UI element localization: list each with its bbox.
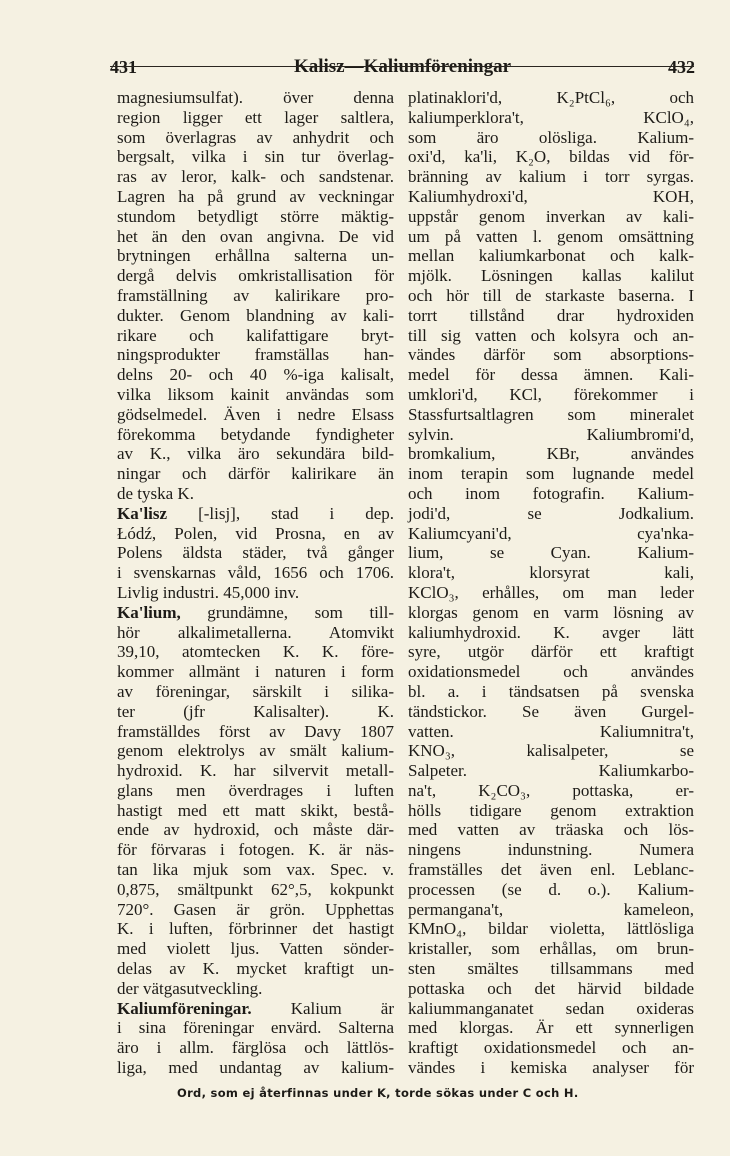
text-line: uppstår genom inverkan av kali-: [408, 206, 694, 226]
text-line: kraftigt oxidationsmedel och an-: [408, 1038, 694, 1058]
text-line: sten smältes tillsammans med: [408, 959, 694, 979]
footer-note: Ord, som ej återfinnas under K, torde sökas under C och H.: [177, 1086, 579, 1100]
right-column: [408, 88, 694, 1078]
text-line: Lagren ha på grund av veckningar: [117, 186, 394, 206]
text-line: tändstickor. Se även Gurgel-: [408, 701, 694, 721]
text-line: vilka liksom kainit användas som: [117, 384, 394, 404]
text-line: äro i allm. färglösa och lättlös-: [117, 1038, 394, 1058]
text-line: rikare och kalifattigare bryt-: [117, 325, 394, 345]
text-line: KNO₃, kalisalpeter, se: [408, 741, 694, 761]
text-line: för förvaras i fotogen. K. är näs-: [117, 840, 394, 860]
text-line: bränning av kalium i torr syrgas.: [408, 167, 694, 187]
text-line: Łódź, Polen, vid Prosna, en av: [117, 523, 394, 543]
text-line: Kaliumföreningar. Kalium är: [117, 998, 394, 1018]
text-line: delas av K. mycket kraftigt un-: [117, 959, 394, 979]
text-line: tan lika mjuk som vax. Spec. v.: [117, 860, 394, 880]
text-line: dergå delvis omkristallisation för: [117, 266, 394, 286]
text-line: och inom fotografin. Kalium-: [408, 483, 694, 503]
text-line: ter (jfr Kalisalter). K.: [117, 701, 394, 721]
text-line: KClO₃, erhålles, om man leder: [408, 582, 694, 602]
text-line: pottaska och det härvid bildade: [408, 978, 694, 998]
text-line: het än den ovan angivna. De vid: [117, 226, 394, 246]
text-line: jodi'd, se Jodkalium.: [408, 503, 694, 523]
left-page-number: 431: [110, 57, 137, 77]
text-line: torrt tillstånd drar hydroxiden: [408, 305, 694, 325]
text-line: genom elektrolys av smält kalium-: [117, 741, 394, 761]
text-line: som äro olösliga. Kalium-: [408, 127, 694, 147]
text-line: 720°. Gasen är grön. Upphettas: [117, 899, 394, 919]
text-line: region ligger ett lager saltlera,: [117, 107, 394, 127]
text-line: hydroxid. K. har silvervit metall-: [117, 761, 394, 781]
text-line: kristaller, som erhållas, om brun-: [408, 939, 694, 959]
text-line: mjölk. Lösningen kallas kalilut: [408, 266, 694, 286]
text-line: förekomma betydande fyndigheter: [117, 424, 394, 444]
text-line: Ka'lium, grundämne, som till-: [117, 602, 394, 622]
text-line: Livlig industri. 45,000 inv.: [117, 582, 300, 602]
text-line: bl. a. i tändsatsen på svenska: [408, 681, 694, 701]
text-line: gödselmedel. Även i nedre Elsass: [117, 404, 394, 424]
text-line: kommer allmänt i naturen i form: [117, 662, 394, 682]
text-line: KMnO₄, bildar violetta, lättlösliga: [408, 919, 694, 939]
text-line: oxi'd, ka'li, K₂O, bildas vid för-: [408, 147, 694, 167]
text-line: med klorgas. Är ett synnerligen: [408, 1018, 694, 1038]
text-line: delns 20- och 40 %-iga kalisalt,: [117, 365, 394, 385]
text-line: dukter. Genom blandning av kali-: [117, 305, 394, 325]
text-line: Salpeter. Kaliumkarbo-: [408, 761, 694, 781]
text-line: bergsalt, vilka i sin tur överlag-: [117, 147, 394, 167]
text-line: K. i luften, förbrinner det hastigt: [117, 919, 394, 939]
text-line: permanganа't, kameleon,: [408, 899, 694, 919]
text-line: klorgas genom en varm lösning av: [408, 602, 694, 622]
text-line: klora't, klorsyrat kali,: [408, 563, 694, 583]
text-line: ningsprodukter framställas han-: [117, 345, 394, 365]
text-line: lium, se Cyan. Kalium-: [408, 543, 694, 563]
text-line: sylvin. Kaliumbromi'd,: [408, 424, 694, 444]
text-line: kaliumperklora't, KClO₄,: [408, 107, 694, 127]
text-line: processen (se d. o.). Kalium-: [408, 879, 694, 899]
header-rule: [110, 66, 694, 67]
text-line: ningar och därför kalirikare än: [117, 464, 394, 484]
text-line: Ka'lisz [-lisj], stad i dep.: [117, 503, 394, 523]
text-line: 39,10, atomtecken K. K. före-: [117, 642, 394, 662]
text-line: inom terapin som lugnande medel: [408, 464, 694, 484]
text-line: ende av hydroxid, och måste där-: [117, 820, 394, 840]
text-line: som överlagras av anhydrit och: [117, 127, 394, 147]
text-line: platinaklori'd, K₂PtCl₆, och: [408, 88, 694, 107]
text-line: vändes i kemiska analyser för: [408, 1058, 694, 1078]
text-line: kaliumhydroxid. K. avger lätt: [408, 622, 694, 642]
text-line: vatten. Kaliumnitra't,: [408, 721, 694, 741]
text-line: med violett ljus. Vatten sönder-: [117, 939, 394, 959]
text-line: oxidationsmedel och användes: [408, 662, 694, 682]
text-line: um på vatten l. genom omsättning: [408, 226, 694, 246]
text-line: syre, utgör därför ett kraftigt: [408, 642, 694, 662]
right-page-number: 432: [668, 57, 695, 77]
text-line: de tyska K.: [117, 483, 194, 503]
text-line: bromkalium, KBr, användes: [408, 444, 694, 464]
text-line: hastigt med ett matt skikt, bestå-: [117, 800, 394, 820]
text-line: i svenskarnas våld, 1656 och 1706.: [117, 563, 394, 583]
text-line: liga, med undantag av kalium-: [117, 1058, 394, 1078]
text-line: med vatten av träaska och lös-: [408, 820, 694, 840]
text-line: der vätgasutveckling.: [117, 978, 263, 998]
text-line: och hör till de starkaste baserna. I: [408, 285, 694, 305]
text-line: vändes därför som absorptions-: [408, 345, 694, 365]
text-line: glans men överdrages i luften: [117, 780, 394, 800]
text-line: ras av leror, kalk- och sandstenar.: [117, 167, 394, 187]
text-line: stundom betydligt större mäktig-: [117, 206, 394, 226]
text-line: mellan kaliumkarbonat och kalk-: [408, 246, 694, 266]
text-line: Stassfurtsaltlagren som mineralet: [408, 404, 694, 424]
left-column: [117, 88, 394, 1078]
text-line: medel för dessa ämnen. Kali-: [408, 365, 694, 385]
text-line: brytningen erhållna salterna un-: [117, 246, 394, 266]
text-line: till sig vatten och kolsyra och an-: [408, 325, 694, 345]
text-line: hör alkalimetallerna. Atomvikt: [117, 622, 394, 642]
text-line: Polens äldsta städer, två gånger: [117, 543, 394, 563]
text-line: framställdes först av Davy 1807: [117, 721, 394, 741]
text-line: av K., vilka äro sekundära bild-: [117, 444, 394, 464]
text-line: umklori'd, KCl, förekommer i: [408, 384, 694, 404]
text-line: kaliummanganatet sedan oxideras: [408, 998, 694, 1018]
text-line: hölls tidigare genom extraktion: [408, 800, 694, 820]
text-line: framställning av kalirikare pro-: [117, 285, 394, 305]
text-line: Kaliumhydroxi'd, KOH,: [408, 186, 694, 206]
text-line: 0,875, smältpunkt 62°,5, kokpunkt: [117, 879, 394, 899]
text-line: Kaliumcyani'd, cya'nka-: [408, 523, 694, 543]
text-line: framställes det även enl. Leblanc-: [408, 860, 694, 880]
text-line: ningens indunstning. Numera: [408, 840, 694, 860]
text-line: magnesiumsulfat). över denna: [117, 88, 394, 107]
text-line: i sina föreningar envärd. Salterna: [117, 1018, 394, 1038]
running-title: Kalisz—Kaliumföreningar: [293, 56, 512, 77]
text-line: av föreningar, särskilt i silika-: [117, 681, 394, 701]
text-line: na't, K₂CO₃, pottaska, er-: [408, 780, 694, 800]
page-header: [110, 38, 695, 78]
